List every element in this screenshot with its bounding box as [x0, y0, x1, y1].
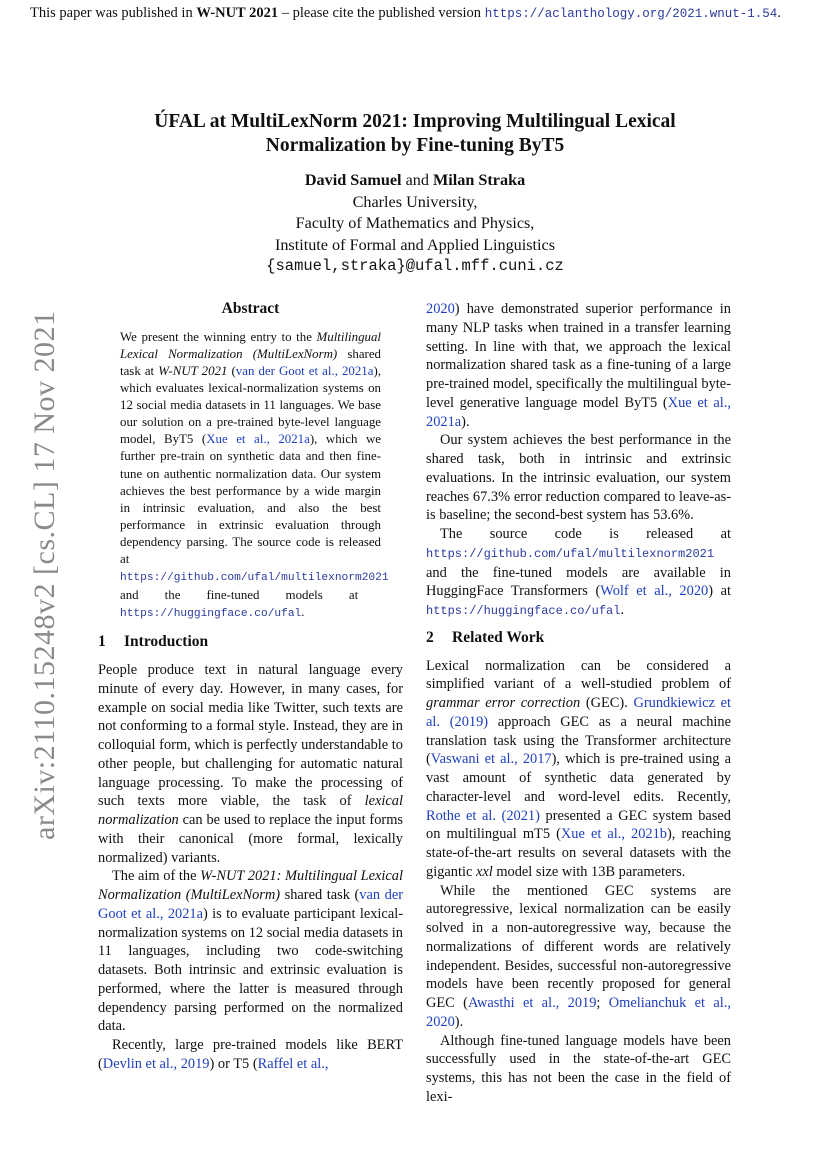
- text-span: ).: [454, 1013, 464, 1030]
- text-span: While the mentioned GEC systems are autoregressive, lexical normalization can be easily solved in a non-autoregressive way, because the normalizations of different words are relatively independent. Besides, successful non-autoregressive models have been recently proposed for general GEC (: [426, 882, 731, 1011]
- text-span: .: [620, 602, 625, 618]
- section-number: 1: [98, 633, 106, 651]
- section-title: Introduction: [124, 633, 209, 651]
- text-span: ) or T5 (: [209, 1055, 258, 1072]
- abstract-span: shared task at: [120, 346, 382, 378]
- arxiv-identifier: arXiv:2110.15248v2 [cs.CL] 17 Nov 2021: [28, 310, 61, 840]
- notice-venue: W-NUT 2021: [196, 5, 279, 21]
- text-span: ) have demonstrated superior performance in many NLP tasks when trained in a transfer learning setting. In line with that, we approach the lexical normalization shared task as a fine-tuning of a large pre-trained model, specifically the multilingual byte-level generative language model ByT5 (: [426, 301, 731, 411]
- text-span: Recently, large pre-trained models like BERT (: [98, 1037, 403, 1072]
- affiliation-3: Institute of Formal and Applied Linguistics: [274, 235, 556, 254]
- section-number: 2: [426, 628, 434, 646]
- abstract-heading: Abstract: [221, 300, 280, 317]
- text-span: The source code is released at: [440, 526, 731, 542]
- text-span: shared task (: [280, 887, 360, 904]
- huggingface-link[interactable]: https://huggingface.co/ufal: [426, 604, 621, 618]
- citation-link[interactable]: Devlin et al., 2019: [102, 1055, 210, 1072]
- text-span: ), reaching state-of-the-art results on several datasets with the gigantic: [426, 826, 732, 880]
- text-span: approach GEC as a neural machine translation task using the Transformer architecture (: [426, 713, 731, 768]
- paragraph: [98, 1036, 403, 1074]
- section-heading-related-work: [426, 629, 731, 648]
- paragraph: Our system achieves the best performance in the shared task, both in intrinsic and extrinsic evaluations. In the intrinsic evaluation, our system reaches 67.3% error reduction compared to leave-as-is baseline; the second-best system has 53.6%.: [426, 432, 731, 524]
- citation-link[interactable]: Awasthi et al., 2019: [467, 995, 597, 1011]
- abstract-span: and the fine-tuned models at: [120, 588, 359, 603]
- section-title: Related Work: [452, 628, 545, 646]
- citation-link[interactable]: Rothe et al. (2021): [426, 807, 540, 824]
- left-column: [98, 300, 403, 1074]
- author-1: David Samuel: [304, 171, 402, 189]
- affiliation-2: Faculty of Mathematics and Physics,: [295, 214, 535, 232]
- section-heading-introduction: [98, 633, 403, 652]
- paper-title: [100, 110, 730, 158]
- text-span: model size with 13B parameters.: [492, 863, 686, 880]
- text-span: ;: [596, 995, 609, 1011]
- citation-link[interactable]: Xue et al., 2021a: [426, 394, 731, 430]
- text-span: The aim of the: [112, 868, 201, 885]
- paragraph: [98, 661, 403, 867]
- author-conjunction: and: [401, 171, 433, 189]
- text-span: and the fine-tuned models are available in HuggingFace Transformers (: [426, 564, 731, 600]
- text-span: (GEC).: [580, 695, 634, 711]
- author-email: {samuel,straka}@ufal.mff.cuni.cz: [266, 257, 564, 275]
- text-span: ), which is pre-trained using a vast amount of synthetic data generated by character-level and word-level edits. Recently,: [426, 751, 731, 805]
- abstract-text: [98, 329, 403, 624]
- citation-link[interactable]: Grundkiewicz et al. (2019): [426, 695, 731, 730]
- citation-link[interactable]: 2020: [426, 301, 455, 317]
- citation-link[interactable]: van der Goot et al., 2021a: [98, 887, 403, 922]
- text-span: Lexical normalization can be considered a simplified variant of a well-studied problem of: [426, 657, 731, 693]
- abstract-italic: Multilingual Lexical Normalization (MultiLexNorm): [120, 329, 381, 361]
- author-2: Milan Straka: [432, 171, 526, 189]
- huggingface-link[interactable]: https://huggingface.co/ufal: [120, 608, 302, 621]
- paragraph: [426, 525, 731, 621]
- right-column: [426, 300, 731, 1107]
- text-span: ) at: [708, 583, 731, 600]
- citation-link[interactable]: Wolf et al., 2020: [600, 583, 709, 600]
- abstract-span: .: [301, 605, 305, 620]
- notice-middle: – please cite the published version: [278, 5, 485, 21]
- abstract-span: We present the winning entry to the: [120, 329, 317, 344]
- paragraph: [426, 882, 731, 1032]
- abstract-span: ), which evaluates lexical-normalization systems on 12 social media datasets in 11 languages. We base our solution on a pre-trained byte-level language model, ByT5 (: [120, 363, 381, 447]
- github-link[interactable]: https://github.com/ufal/multilexnorm2021: [120, 572, 389, 585]
- citation-link[interactable]: van der Goot et al., 2021a: [235, 363, 374, 378]
- italic-span: grammar error correction: [426, 695, 581, 711]
- citation-link[interactable]: Xue et al., 2021a: [206, 432, 310, 447]
- paragraph: [426, 657, 731, 882]
- text-span: People produce text in natural language every minute of every day. However, in many cases, for example on social media like Twitter, such texts are not conforming to a formal style. Instead, they are in colloquial form, which is perfectly understandable to other people, but challenging for automatic natural language processing. To make the processing of such texts more viable, the task of: [98, 662, 403, 810]
- author-names: [100, 170, 730, 192]
- notice-link[interactable]: https://aclanthology.org/2021.wnut-1.54: [484, 7, 778, 21]
- abstract-italic: W-NUT 2021: [158, 363, 228, 378]
- author-block: [100, 170, 730, 278]
- paragraph: [426, 300, 731, 431]
- citation-link[interactable]: Omelianchuk et al., 2020: [426, 995, 731, 1030]
- paragraph: Although fine-tuned language models have been successfully used in the state-of-the-art GEC systems, this has not been the case in the field of lexi-: [426, 1032, 731, 1105]
- text-span: ) is to evaluate participant lexical-normalization systems on 12 social media datasets in 11 languages, including two code-switching datasets. Both intrinsic and extrinsic evaluation is performed, where the latter is measured through dependency parsing performed on the normalized data.: [98, 905, 403, 1035]
- affiliation-1: Charles University,: [352, 192, 478, 211]
- text-span: ).: [461, 413, 470, 430]
- citation-link[interactable]: Raffel et al.,: [257, 1055, 329, 1072]
- title-line-1: ÚFAL at MultiLexNorm 2021: Improving Multilingual Lexical: [154, 111, 676, 132]
- notice-prefix: This paper was published in: [30, 5, 197, 21]
- publication-notice: [30, 5, 781, 22]
- italic-span: W-NUT 2021: Multilingual Lexical Normalization (MultiLexNorm): [98, 868, 403, 904]
- paragraph: [98, 867, 403, 1036]
- italic-span: xxl: [475, 863, 493, 880]
- citation-link[interactable]: Vaswani et al., 2017: [430, 751, 552, 768]
- abstract-span: ), which we further pre-train on synthetic data and then fine-tune on authentic normalization data. Our system achieves the best performance by a wide margin in intrinsic evaluation, and also the best performance in extrinsic evaluation through dependency parsing. The source code is released at: [120, 432, 381, 566]
- github-link[interactable]: https://github.com/ufal/multilexnorm2021: [426, 546, 715, 561]
- title-line-2: Normalization by Fine-tuning ByT5: [265, 135, 565, 156]
- text-span: can be used to replace the input forms with their canonical (more formal, lexically normalized) variants.: [98, 812, 403, 866]
- italic-span: lexical normalization: [98, 793, 403, 829]
- abstract-span: (: [227, 363, 236, 378]
- text-span: presented a GEC system based on multilingual mT5 (: [426, 807, 731, 843]
- citation-link[interactable]: Xue et al., 2021b: [560, 826, 668, 843]
- notice-end: .: [777, 5, 781, 21]
